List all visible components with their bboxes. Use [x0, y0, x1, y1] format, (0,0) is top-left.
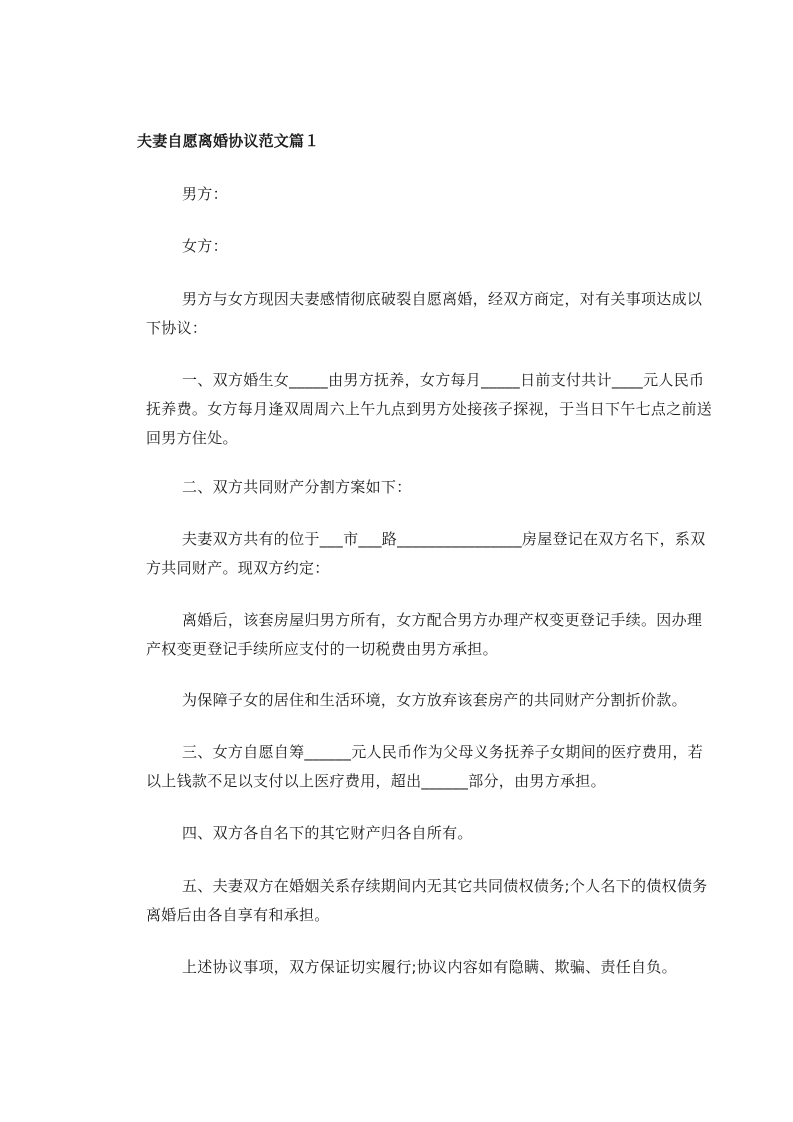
paragraph-intro	[110, 285, 710, 343]
paragraph-line: 三、女方自愿自筹______元人民币作为父母义务抚养子女期间的医疗费用，若	[182, 743, 704, 761]
paragraph-line: 离婚后，该套房屋归男方所有，女方配合男方办理产权变更登记手续。因办理	[182, 611, 703, 629]
paragraph-clause-4	[110, 819, 710, 848]
paragraph-line: 离婚后由各自享有和承担。	[146, 906, 330, 924]
paragraph-line: 一、双方婚生女_____由男方抚养，女方每月_____日前支付共计____元人民币	[182, 371, 705, 389]
paragraph-line: 四、双方各自名下的其它财产归各自所有。	[182, 824, 473, 842]
paragraph-clause-5	[110, 872, 710, 930]
paragraph-line: 抚养费。女方每月逢双周周六上午九点到男方处接孩子探视，于当日下午七点之前送	[146, 400, 713, 418]
document-title: 夫妻自愿离婚协议范文篇１	[137, 132, 320, 150]
paragraph-line: 下协议：	[146, 319, 208, 337]
paragraph-line: 男方与女方现因夫妻感情彻底破裂自愿离婚，经双方商定，对有关事项达成以	[182, 290, 703, 308]
paragraph-children-housing	[110, 686, 710, 715]
paragraph-line: 方共同财产。现双方约定：	[146, 559, 330, 577]
paragraph-line: 男方：	[182, 185, 228, 203]
paragraph-clause-2	[110, 473, 710, 502]
paragraph-clause-1	[110, 366, 713, 453]
paragraph-line: 为保障子女的居住和生活环境，女方放弃该套房产的共同财产分割折价款。	[182, 691, 687, 709]
paragraph-line: 五、夫妻双方在婚姻关系存续期间内无其它共同债权债务;个人名下的债权债务	[182, 877, 708, 895]
paragraph-line: 女方：	[182, 237, 228, 255]
paragraph-clause-3	[110, 738, 710, 796]
paragraph-line: 上述协议事项，双方保证切实履行;协议内容如有隐瞒、欺骗、责任自负。	[182, 958, 677, 976]
paragraph-line: 二、双方共同财产分割方案如下：	[182, 478, 412, 496]
paragraph-male-party	[110, 180, 710, 209]
paragraph-line: 夫妻双方共有的位于___市___路________________房屋登记在双方名下，系双	[182, 530, 706, 548]
paragraph-after-divorce	[110, 606, 710, 664]
paragraph-property	[110, 525, 710, 583]
paragraph-line: 回男方住处。	[146, 429, 238, 447]
paragraph-guarantee	[110, 953, 710, 982]
paragraph-female-party	[110, 232, 710, 261]
paragraph-line: 以上钱款不足以支付以上医疗费用，超出______部分，由男方承担。	[146, 772, 606, 790]
paragraph-line: 产权变更登记手续所应支付的一切税费由男方承担。	[146, 640, 498, 658]
